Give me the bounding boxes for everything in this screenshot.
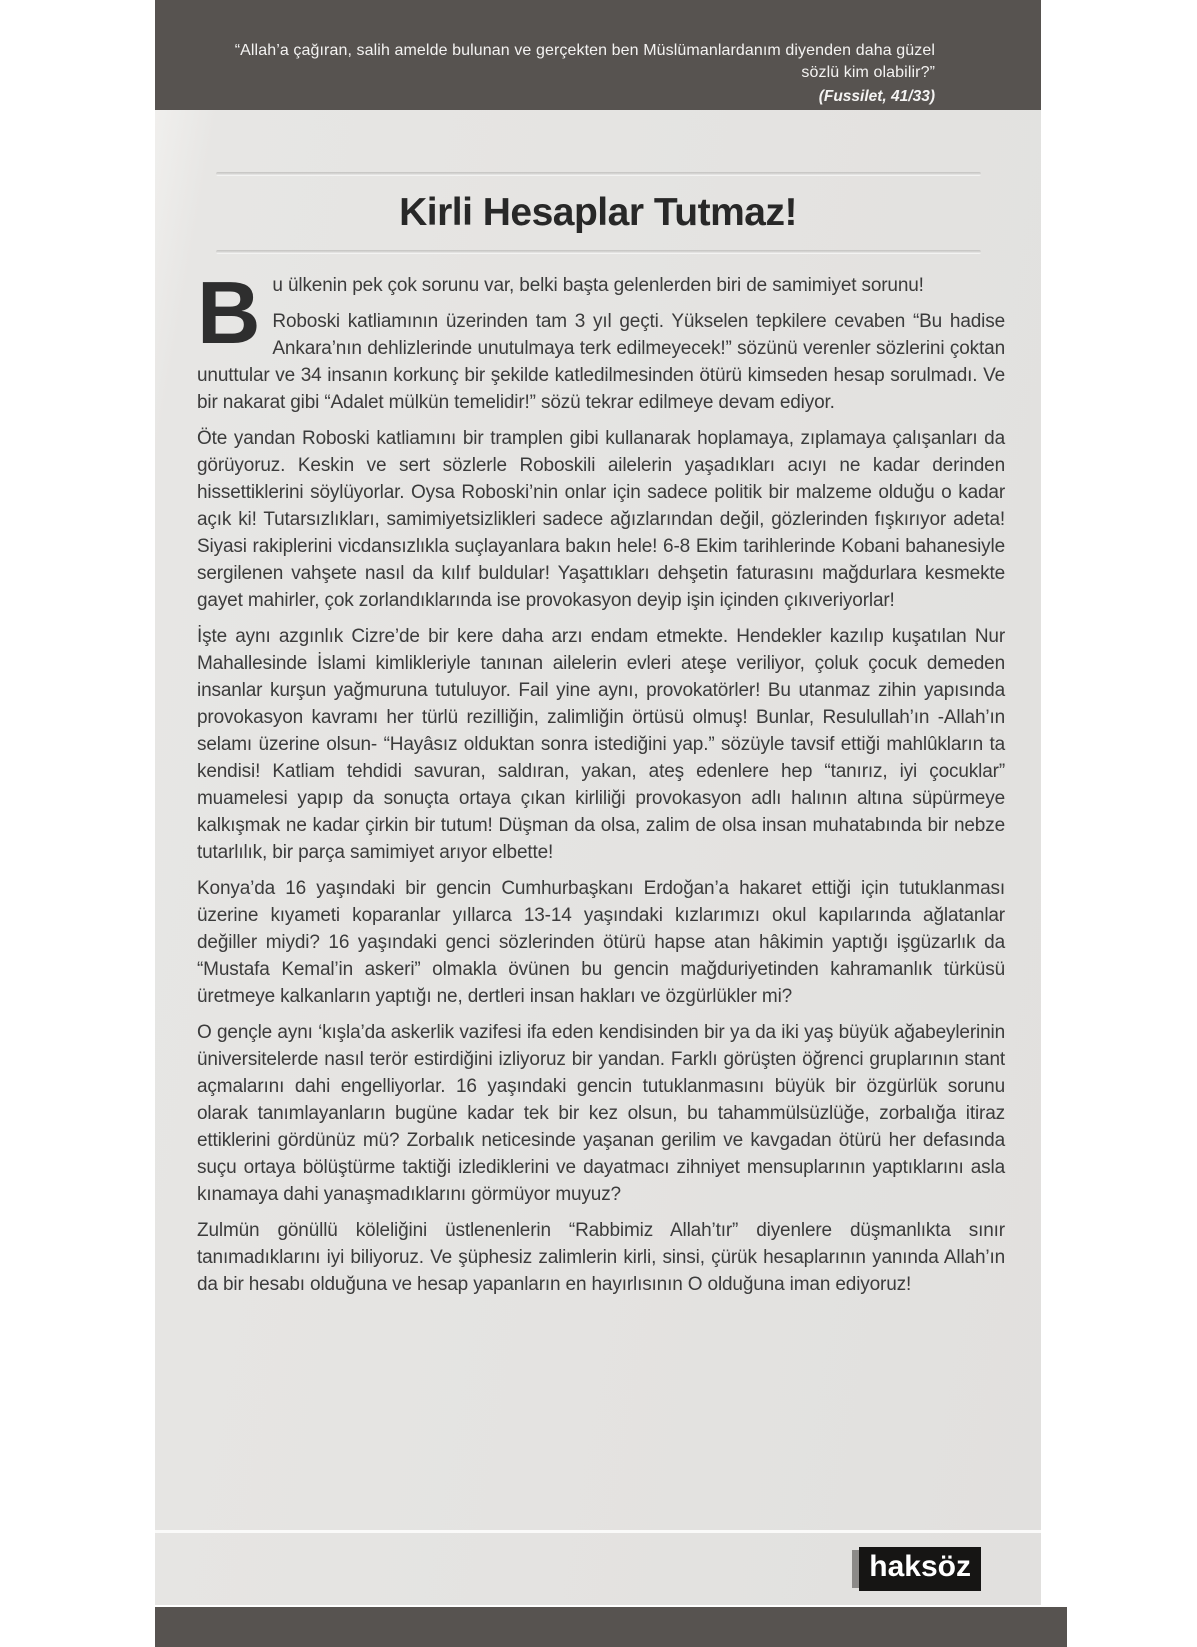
header-quote: “Allah’a çağıran, salih amelde bulunan ve gerçekten ben Müslümanlardanım diyenden daha güzel sözlü kim olabilir?” <box>234 42 935 81</box>
publisher-logo-row <box>852 1547 981 1591</box>
page-surface <box>155 0 1041 1605</box>
footer-band <box>155 1607 1067 1647</box>
header-quote-band <box>155 0 1041 110</box>
article-title: Kirli Hesaplar Tutmaz! <box>399 191 797 234</box>
title-rule-top <box>216 172 981 176</box>
paragraph: İşte aynı azgınlık Cizre’de bir kere daha arzı endam etmekte. Hendekler kazılıp kuşatılan Nur Mahallesinde İslami kimlikleriyle tanınan ailelerin evleri ateşe veriliyor, çoluk çocuk demeden insanlar kurşun yağmuruna tutuluyor. Fail yine aynı, provokatörler! Bu utanmaz zihin yapısında provokasyon kavramı her türlü rezilliğin, zalimliğin örtüsü olmuş! Bunlar, Resulullah’ın -Allah’ın selamı üzerine olsun- “Hayâsız olduktan sonra istediğini yap.” sözüyle tavsif ettiği mahlûkların ta kendisi! Katliam tehdidi savuran, saldıran, yakan, ateş edenlere hep “tanırız, iyi çocuklar” muamelesi yapıp da sonuçta ortaya çıkan kirliliği provokasyon adlı halının altına süpürmeye kalkışmak ne kadar çirkin bir tutum! Düşman da olsa, zalim de olsa insan muhatabında bir nebze tutarlılık, bir parça samimiyet arıyor elbette! <box>197 626 1005 863</box>
paragraph: Roboski katliamının üzerinden tam 3 yıl geçti. Yükselen tepkilere cevaben “Bu hadise Ankara’nın dehlizlerinde unutulmaya terk edilmeyecek!” sözünü verenler sözlerini çoktan unuttular ve 34 insanın korkunç bir şekilde katledilmesinden ötürü kimseden hesap sorulmadı. Ve bir nakarat gibi “Adalet mülkün temelidir!” sözü tekrar edilmeye devam ediyor. <box>197 311 1005 413</box>
drop-cap: B <box>197 263 261 362</box>
lead-paragraph-group <box>197 263 1005 416</box>
paragraph: O gençle aynı ‘kışla’da askerlik vazifesi ifa eden kendisinden bir ya da iki yaş büyük ağabeylerinin üniversitelerde nasıl terör estirdiğini izliyoruz bir yandan. Farklı görüşten öğrenci gruplarının stant açmalarını dahi engelliyorlar. 16 yaşındaki gencin tutuklanmasını büyük bir özgürlük sorunu olarak tanımlayanların bugüne kadar tek bir kez olsun, bu tahammülsüzlüğe, zorbalığa itiraz ettiklerini gördünüz mü? Zorbalık neticesinde yaşanan gerilim ve kavgadan ötürü her defasında suçu ortaya bölüştürme taktiği izlediklerini ve dayatmacı zihniyet mensuplarının yaptıklarını asla kınamaya dahi yanaşmadıklarını görmüyor muyuz? <box>197 1022 1005 1205</box>
page-sheen-line <box>155 1530 1041 1533</box>
header-quote-attribution: (Fussilet, 41/33) <box>818 88 935 105</box>
lead-paragraph: u ülkenin pek çok sorunu var, belki başta gelenlerden biri de samimiyet sorunu! <box>272 275 924 296</box>
paragraph: Öte yandan Roboski katliamını bir tramplen gibi kullanarak hoplamaya, zıplamaya çalışanları da görüyoruz. Keskin ve sert sözlerle Roboskili ailelerin yaşadıkları acıyı ne kadar derinden hissettiklerini söylüyorlar. Oysa Roboski’nin onlar için sadece politik bir malzeme olduğu o kadar açık ki! Tutarsızlıkları, samimiyetsizlikleri sadece ağızlarından değil, gözlerinden fışkırıyor adeta! Siyasi rakiplerini vicdansızlıkla suçlayanlara bakın hele! 6-8 Ekim tarihlerinde Kobani bahanesiyle sergilenen vahşete nasıl da kılıf buldular! Yaşattıkları dehşetin faturasını mağdurlara kesmekte gayet mahirler, çok zorlandıklarında ise provokasyon deyip işin içinden çıkıveriyorlar! <box>197 428 1005 611</box>
article-title-block <box>216 172 981 254</box>
title-rule-bottom <box>216 250 981 254</box>
paragraph: Konya’da 16 yaşındaki bir gencin Cumhurbaşkanı Erdoğan’a hakaret ettiği için tutuklanması üzerine kıyameti koparanlar yıllarca 13-14 yaşındaki kızlarımızı okul kapılarında ağlatanlar değiller miydi? 16 yaşındaki genci sözlerinden ötürü hapse atan hâkimin yaptığı işgüzarlık da “Mustafa Kemal’in askeri” olmakla övünen bu gencin mağduriyetinden kahramanlık türküsü üretmeye kalkanların yaptığı ne, dertleri insan hakları ve özgürlükler mi? <box>197 878 1005 1007</box>
logo-shadow-bar <box>852 1550 859 1588</box>
haksoz-logo: haksöz <box>859 1547 981 1591</box>
paragraph: Zulmün gönüllü köleliğini üstlenenlerin “Rabbimiz Allah’tır” diyenlere düşmanlıkta sınır tanımadıklarını iyi biliyoruz. Ve şüphesiz zalimlerin kirli, sinsi, çürük hesaplarının yanında Allah’ın da bir hesabı olduğuna ve hesap yapanların en hayırlısının O olduğuna iman ediyoruz! <box>197 1220 1005 1295</box>
article-body <box>197 263 1005 1298</box>
